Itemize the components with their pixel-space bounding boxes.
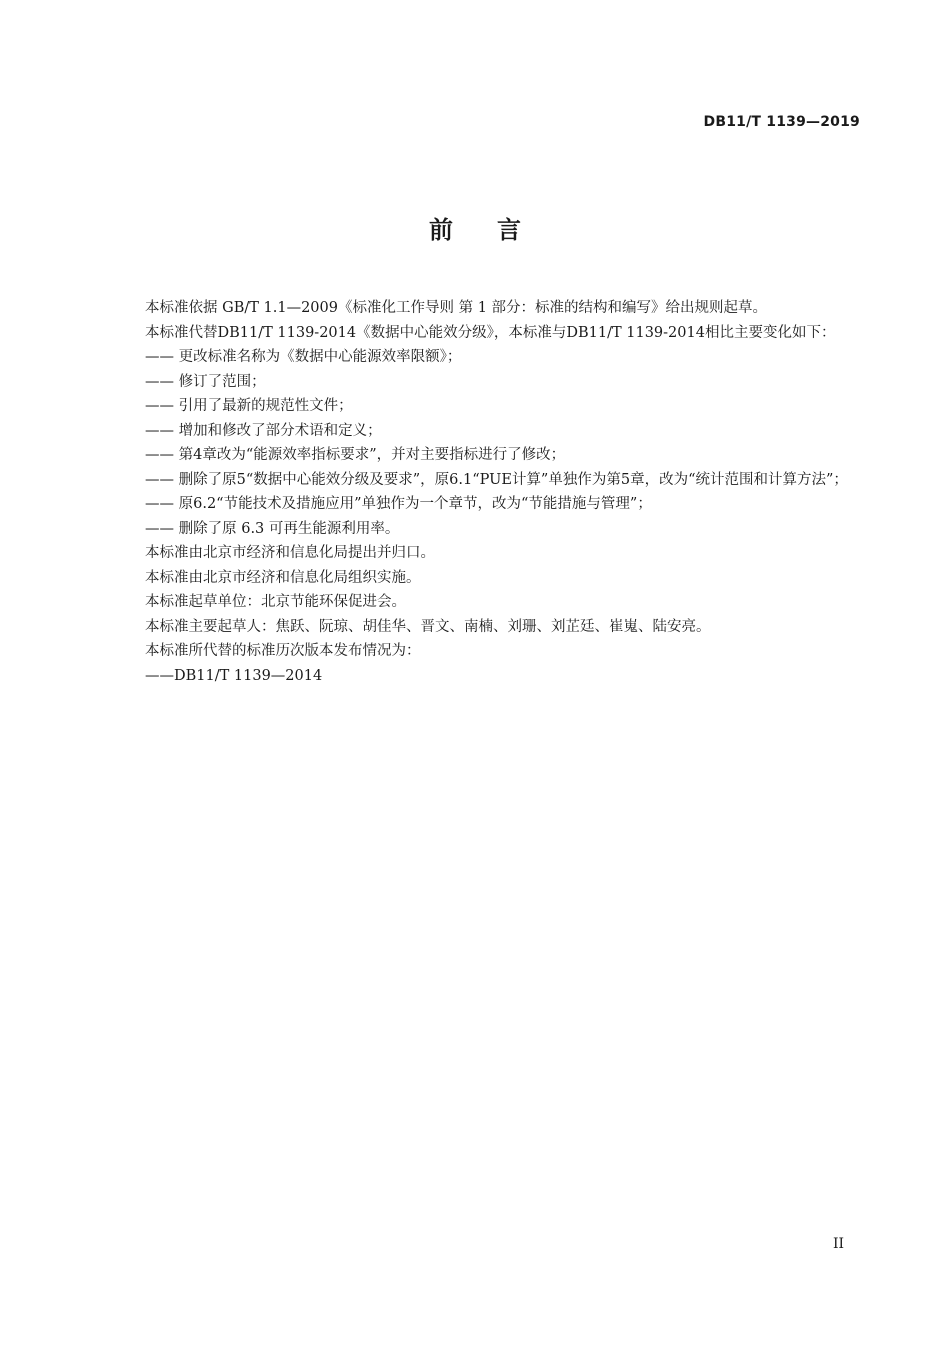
paragraph-implementer: 本标准由北京市经济和信息化局组织实施。 — [145, 569, 421, 586]
change-item: —— 删除了原5“数据中心能效分级及要求”，原6.1“PUE计算”单独作为第5章，改为“统计范围和计算方法”； — [145, 471, 848, 488]
page-title: 前言 — [429, 216, 565, 244]
standard-number: DB11/T 1139—2019 — [703, 114, 860, 130]
foreword-body — [115, 296, 861, 688]
paragraph-proposer: 本标准由北京市经济和信息化局提出并归口。 — [145, 545, 435, 561]
change-item: —— 删除了原 6.3 可再生能源利用率。 — [145, 520, 400, 537]
page-number: II — [832, 1236, 844, 1252]
paragraph-drafting-unit: 本标准起草单位：北京节能环保促进会。 — [145, 594, 406, 610]
paragraph-history-intro: 本标准所代替的标准历次版本发布情况为： — [145, 643, 421, 659]
change-item: —— 引用了最新的规范性文件； — [145, 398, 353, 414]
paragraph-replacement: 本标准代替DB11/T 1139-2014《数据中心能效分级》，本标准与DB11/T 1139-2014相比主要变化如下： — [145, 324, 836, 341]
change-item: —— 原6.2“节能技术及措施应用”单独作为一个章节，改为“节能措施与管理”； — [145, 496, 652, 512]
change-item: —— 增加和修改了部分术语和定义； — [145, 422, 382, 439]
change-item: —— 第4章改为“能源效率指标要求”，并对主要指标进行了修改； — [145, 447, 566, 463]
paragraph-history-version: ——DB11/T 1139—2014 — [145, 667, 323, 684]
change-item: —— 更改标准名称为《数据中心能源效率限额》； — [145, 349, 462, 365]
paragraph-drafting-basis: 本标准依据 GB/T 1.1—2009《标准化工作导则 第 1 部分：标准的结构和编写》给出规则起草。 — [145, 300, 768, 316]
paragraph-drafters: 本标准主要起草人：焦跃、阮琼、胡佳华、晋文、南楠、刘珊、刘芷廷、崔嵬、陆安亮。 — [145, 618, 711, 635]
change-item: —— 修订了范围； — [145, 373, 266, 390]
